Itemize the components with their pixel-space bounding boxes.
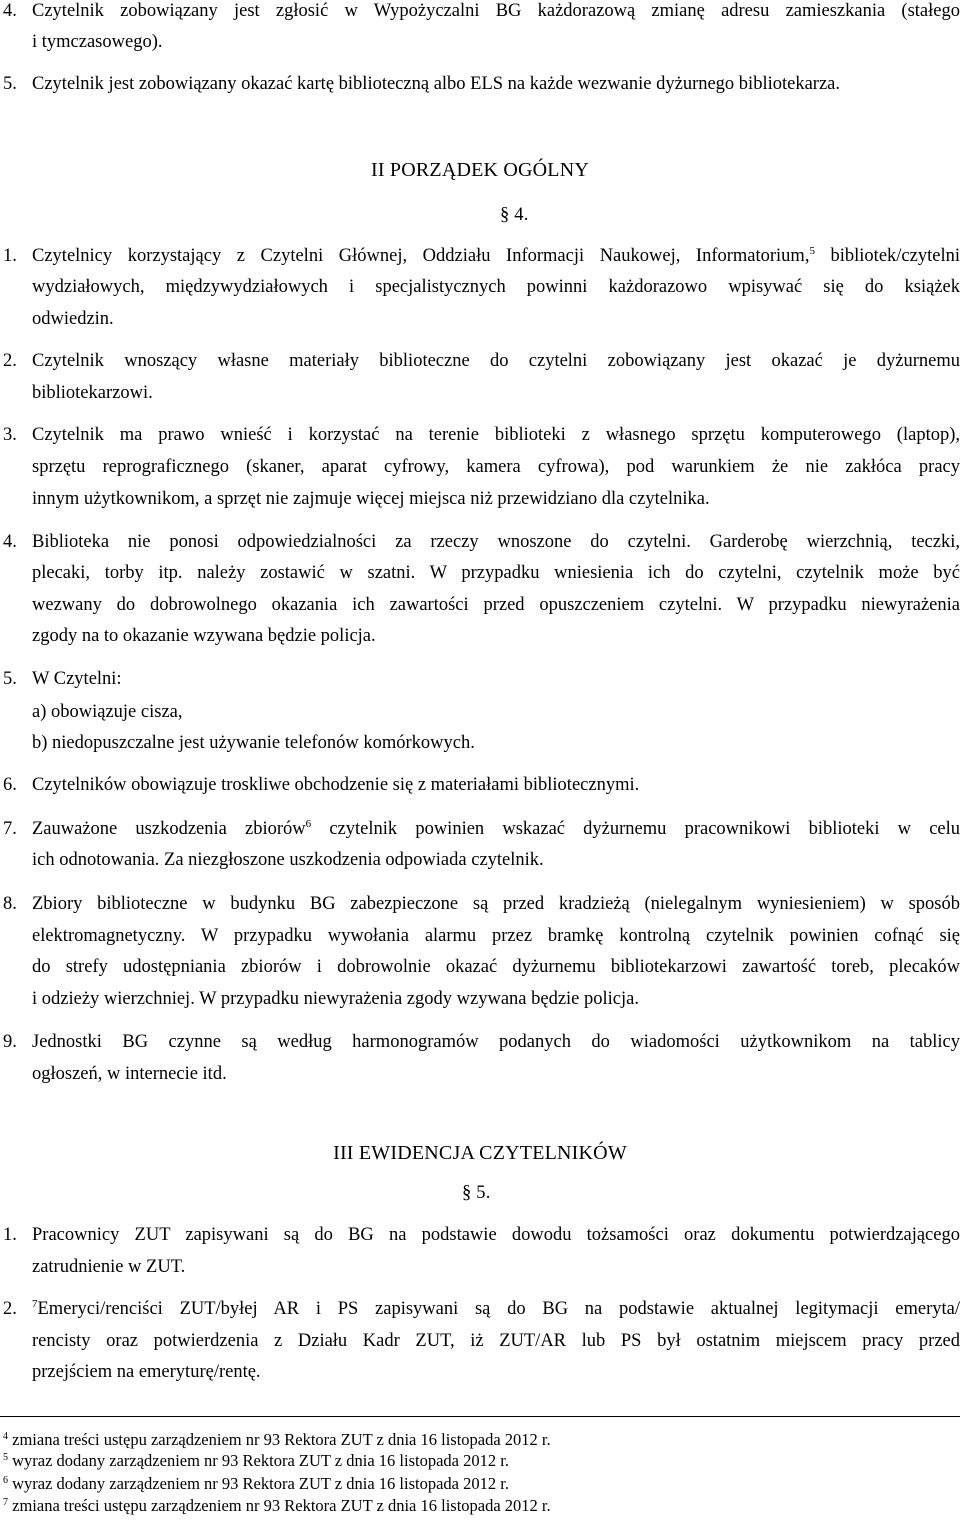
footnote-mark: 6 [3,1475,8,1486]
item-text-line: Pracownicy ZUT zapisywani są do BG na podstawie dowodu tożsamości oraz dokumentu potwierdzającego [32,1225,960,1245]
text-span: Emeryci/renciści ZUT/byłej AR i PS zapisywani są do BG na podstawie aktualnej legitymacji emeryta/ [37,1299,960,1319]
item-number: 5. [3,669,17,689]
item-number: 3. [3,425,17,445]
footnote-text: wyraz dodany zarządzeniem nr 93 Rektora ZUT z dnia 16 listopada 2012 r. [8,1451,509,1470]
item-number: 1. [3,1225,17,1245]
footnote [3,1453,509,1470]
item-text-line: W Czytelni: [32,669,122,689]
footnote-mark: 7 [3,1497,8,1508]
section-heading: II PORZĄDEK OGÓLNY [370,159,590,181]
item-text-line: i tymczasowego). [32,32,163,52]
footnote [3,1498,551,1515]
item-text-line: ich odnotowania. Za niezgłoszone uszkodzenia odpowiada czytelnik. [32,850,544,870]
item-text-line: zgody na to okazanie wzywana będzie policja. [32,626,376,646]
paragraph-number: § 4. [500,205,529,225]
item-number: 8. [3,894,17,914]
item-text-line: odwiedzin. [32,309,114,329]
item-text-line: bibliotekarzowi. [32,383,153,403]
item-text-line: Biblioteka nie ponosi odpowiedzialności za rzeczy wnoszone do czytelni. Garderobę wierzchnią, teczki, [32,532,960,552]
item-number: 7. [3,819,17,839]
item-text-line: Czytelnik wnoszący własne materiały biblioteczne do czytelni zobowiązany jest okazać je dyżurnemu [32,351,960,371]
item-number: 4. [3,532,17,552]
item-text-line: sprzętu reprograficznego (skaner, aparat cyfrowy, kamera cyfrowa), pod warunkiem że nie zakłóca pracy [32,457,960,477]
item-number: 9. [3,1032,17,1052]
item-text-line: plecaki, torby itp. należy zostawić w szatni. W przypadku wniesienia ich do czytelni, czytelnik może być [32,563,960,583]
footnote-mark: 5 [3,1452,8,1463]
item-text-line: Czytelnik jest zobowiązany okazać kartę biblioteczną albo ELS na każde wezwanie dyżurnego bibliotekarza. [32,74,841,94]
paragraph-number: § 5. [462,1183,491,1203]
text-span: czytelnik powinien wskazać dyżurnemu pracownikowi biblioteki w celu [311,819,960,839]
footnote-text: zmiana treści ustępu zarządzeniem nr 93 Rektora ZUT z dnia 16 listopada 2012 r. [8,1430,551,1449]
item-number: 2. [3,351,17,371]
item-number: 6. [3,775,17,795]
footnote-text: wyraz dodany zarządzeniem nr 93 Rektora ZUT z dnia 16 listopada 2012 r. [8,1474,509,1493]
item-number: 1. [3,246,17,266]
item-text-line: elektromagnetyczny. W przypadku wywołania alarmu przez bramkę kontrolną czytelnik powinien cofnąć się [32,926,960,946]
item-text-line: do strefy udostępniania zbiorów i dobrowolnie okazać dyżurnemu bibliotekarzowi zawartość toreb, plecaków [32,957,960,977]
item-text-line: Jednostki BG czynne są według harmonogramów podanych do wiadomości użytkownikom na tablicy [32,1032,960,1052]
footnote-ref: 5 [809,245,815,257]
item-text-line: i odzieży wierzchniej. W przypadku niewyrażenia zgody wzywana będzie policja. [32,989,639,1009]
item-text-line: przejściem na emeryturę/rentę. [32,1362,261,1382]
item-text-line: wydziałowych, międzywydziałowych i specjalistycznych powinni każdorazowo wpisywać się do książek [32,277,960,297]
item-text-line: Czytelników obowiązuje troskliwe obchodzenie się z materiałami bibliotecznymi. [32,775,640,795]
text-span: bibliotek/czytelni [814,246,960,266]
item-number: 5. [3,74,17,94]
item-text-line: wezwany do dobrowolnego okazania ich zawartości przed opuszczeniem czytelni. W przypadku niewyrażenia [32,595,960,615]
footnote-ref: 7 [32,1298,38,1310]
item-number: 2. [3,1299,17,1319]
item-text-line [32,247,960,266]
item-text-line: innym użytkownikom, a sprzęt nie zajmuje więcej miejsca niż przewidziano dla czytelnika. [32,489,710,509]
item-text-line: rencisty oraz potwierdzenia z Działu Kadr ZUT, iż ZUT/AR lub PS był ostatnim miejscem pracy przed [32,1331,960,1351]
item-text-line [32,1300,960,1319]
item-text-line: Zbiory biblioteczne w budynku BG zabezpieczone są przed kradzieżą (nielegalnym wyniesieniem) w sposób [32,894,960,914]
footnote-ref: 6 [305,818,312,830]
item-text-line: zatrudnienie w ZUT. [32,1257,186,1277]
footnote-mark: 4 [3,1431,8,1442]
footnote [3,1476,509,1493]
text-span: Czytelnicy korzystający z Czytelni Głównej, Oddziału Informacji Naukowej, Informatorium, [32,246,810,266]
item-text-line: Czytelnik zobowiązany jest zgłosić w Wypożyczalni BG każdorazową zmianę adresu zamieszkania (stałego [32,1,960,21]
list-subitem-a: a) obowiązuje cisza, [32,702,183,722]
footnote [3,1432,551,1449]
item-text-line: ogłoszeń, w internecie itd. [32,1064,227,1084]
item-number: 4. [3,1,17,21]
item-text-line [32,820,960,839]
list-subitem-b: b) niedopuszczalne jest używanie telefonów komórkowych. [32,733,475,753]
footnote-separator [0,1416,960,1417]
item-text-line: Czytelnik ma prawo wnieść i korzystać na terenie biblioteki z własnego sprzętu komputerowego (laptop), [32,425,960,445]
footnote-text: zmiana treści ustępu zarządzeniem nr 93 Rektora ZUT z dnia 16 listopada 2012 r. [8,1496,551,1515]
section-heading: III EWIDENCJA CZYTELNIKÓW [333,1142,627,1164]
text-span: Zauważone uszkodzenia zbiorów [32,819,306,839]
